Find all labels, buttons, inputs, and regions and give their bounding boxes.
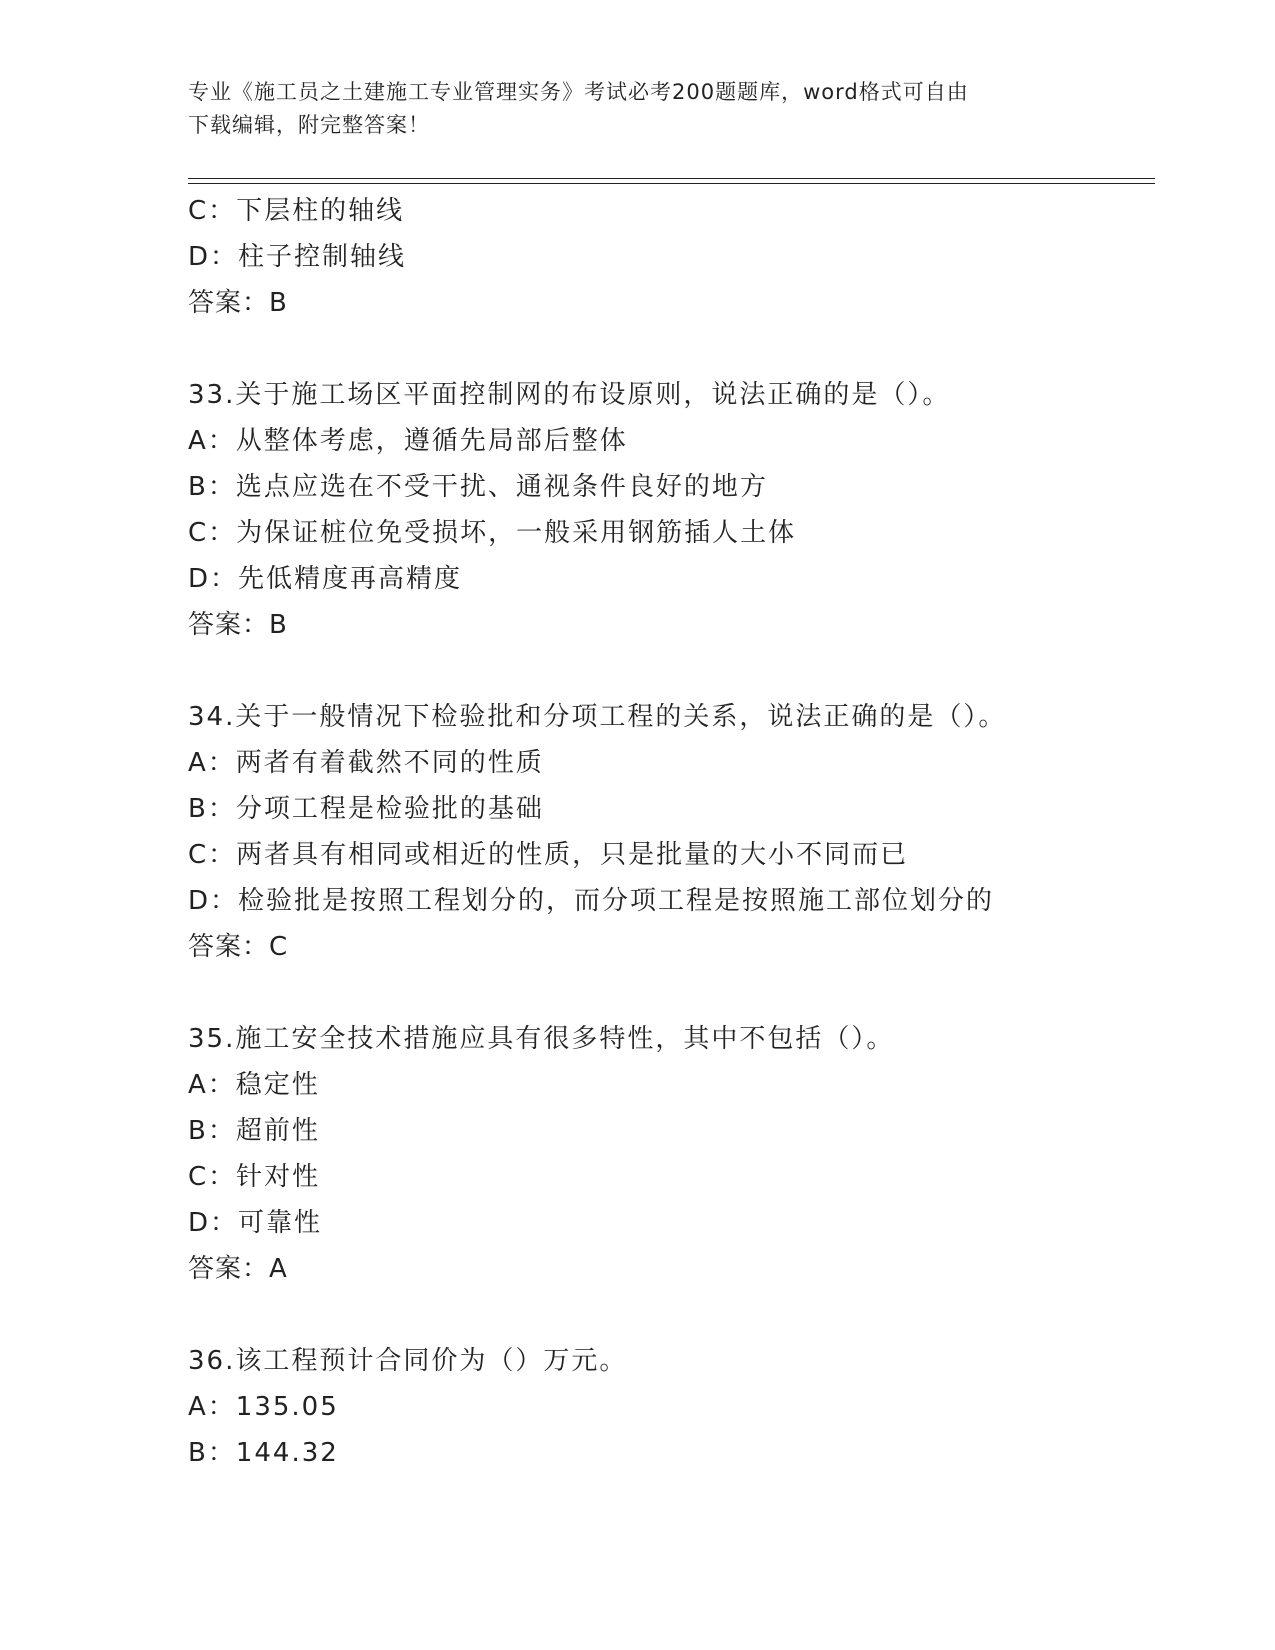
option-a: A：135.05 [188, 1392, 339, 1422]
option-b: B：分项工程是检验批的基础 [188, 794, 544, 824]
option-a: A：两者有着截然不同的性质 [188, 748, 544, 778]
option-b: B：144.32 [188, 1438, 339, 1468]
spacer [188, 326, 1188, 372]
option-d: D：柱子控制轴线 [188, 242, 407, 272]
header-divider-top [188, 178, 1155, 179]
option-d: D：检验批是按照工程划分的，而分项工程是按照施工部位划分的 [188, 886, 995, 916]
option-c: C：两者具有相同或相近的性质，只是批量的大小不同而已 [188, 840, 909, 870]
option-a: A：从整体考虑，遵循先局部后整体 [188, 426, 628, 456]
question-list [188, 188, 1188, 1476]
spacer [188, 648, 1188, 694]
option-b: B：选点应选在不受干扰、通视条件良好的地方 [188, 472, 768, 502]
question-stem: 36.该工程预计合同价为（）万元。 [188, 1346, 628, 1376]
header-line-2: 下载编辑，附完整答案！ [188, 113, 430, 137]
header-divider-bottom [188, 183, 1155, 184]
answer-line: 答案：C [188, 932, 289, 962]
answer-line: 答案：B [188, 288, 288, 318]
document-header [188, 76, 1088, 142]
option-b: B：超前性 [188, 1116, 320, 1146]
option-a: A：稳定性 [188, 1070, 320, 1100]
option-c: C：针对性 [188, 1162, 321, 1192]
spacer [188, 1292, 1188, 1338]
option-c: C：下层柱的轴线 [188, 196, 405, 226]
answer-line: 答案：A [188, 1254, 288, 1284]
option-d: D：可靠性 [188, 1208, 323, 1238]
question-stem: 35.施工安全技术措施应具有很多特性，其中不包括（）。 [188, 1024, 895, 1054]
option-c: C：为保证桩位免受损坏，一般采用钢筋插人土体 [188, 518, 797, 548]
spacer [188, 970, 1188, 1016]
option-d: D：先低精度再高精度 [188, 564, 463, 594]
answer-line: 答案：B [188, 610, 288, 640]
question-stem: 34.关于一般情况下检验批和分项工程的关系，说法正确的是（）。 [188, 702, 1007, 732]
question-stem: 33.关于施工场区平面控制网的布设原则，说法正确的是（）。 [188, 380, 951, 410]
header-line-1: 专业《施工员之土建施工专业管理实务》考试必考200题题库，word格式可自由 [188, 80, 969, 104]
